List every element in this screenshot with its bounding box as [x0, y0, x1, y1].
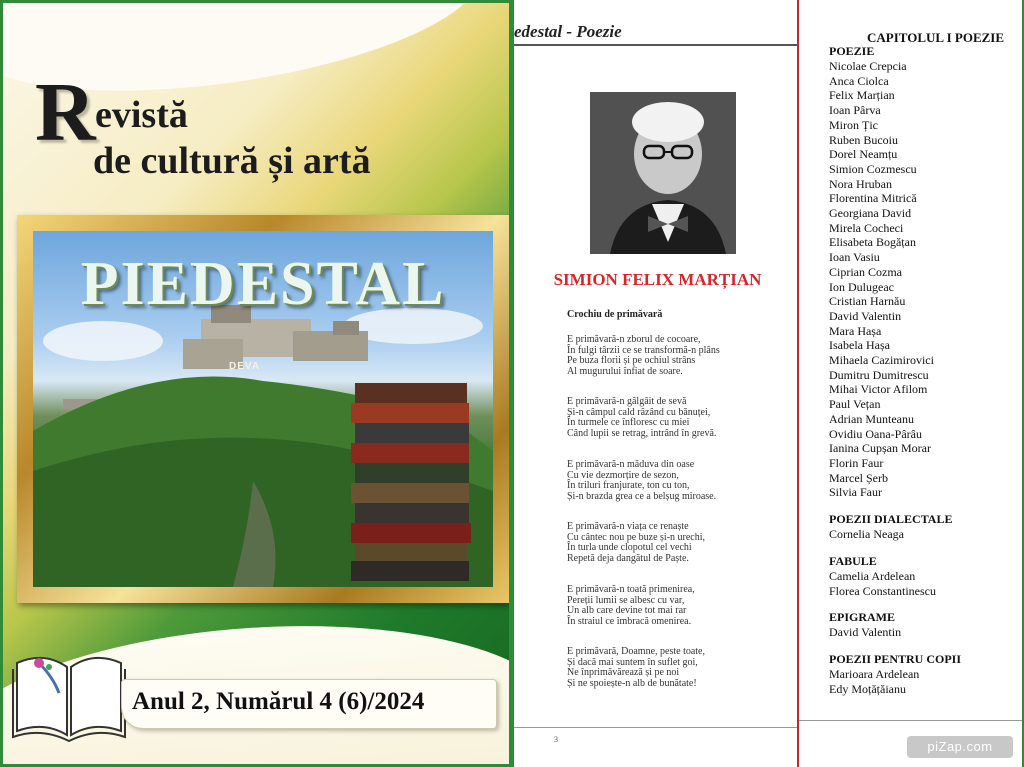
poem-line: Când lupii se retrag, intrând în grevă. — [567, 427, 717, 439]
watermark-badge: piZap.com — [907, 736, 1013, 758]
cover-picture — [33, 231, 493, 587]
chapter-heading: CAPITOLUL I POEZIE — [867, 30, 1005, 45]
toc-item: Simion Cozmescu — [829, 161, 917, 176]
poem-line: E primăvară, Doamne, peste toate, — [567, 646, 705, 657]
toc-item: Ioan Vasiu — [829, 250, 880, 265]
poem-line: E primăvară-n zborul de cocoare, — [567, 334, 701, 345]
toc-section-heading: EPIGRAME — [829, 610, 895, 625]
toc-item: Florea Constantinescu — [829, 583, 936, 598]
running-head: edestal - Poezie — [514, 22, 622, 41]
toc-section-heading: POEZII DIALECTALE — [829, 512, 953, 527]
toc-item: Mihai Victor Afilom — [829, 382, 928, 397]
toc-item: Silvia Faur — [829, 485, 882, 500]
poem-stanza — [567, 460, 716, 502]
toc-item: Georgiana David — [829, 206, 912, 221]
toc-section-heading: POEZII PENTRU COPII — [829, 651, 962, 666]
poem-page — [512, 0, 799, 767]
poem-line: În triluri franjurate, ton cu ton, — [567, 480, 690, 491]
toc-item: Ion Dulugeac — [829, 279, 894, 294]
page-number: 3 — [554, 735, 558, 744]
poem-line: Și dacă mai suntem în suflet goi, — [567, 656, 698, 668]
poem-line: E primăvară-n gâlgâit de sevă — [567, 396, 687, 407]
cover-picture-frame — [17, 215, 509, 603]
poem-line: În fulgi târzii ce se transformă-n plâns — [567, 344, 720, 356]
poem-line: În straiul ce îmbracă omenirea. — [567, 615, 692, 627]
toc-item: Miron Țic — [829, 117, 878, 132]
poem-line: Cu cântec nou pe buze și-n urechi, — [567, 531, 706, 543]
toc-item: Mirela Cocheci — [829, 220, 904, 235]
cover-title-line2: de cultură și artă — [93, 140, 371, 182]
toc-item: Marcel Șerb — [829, 470, 888, 485]
toc-item: Felix Marțian — [829, 88, 895, 103]
poem-line: În turla unde clopotul cel vechi — [567, 542, 692, 553]
poem-stanza — [567, 397, 716, 439]
deva-sign: DEVA — [229, 361, 261, 372]
author-portrait — [590, 92, 736, 254]
issue-banner — [121, 679, 497, 729]
table-of-contents — [829, 44, 961, 696]
poem-line: Un alb care devine tot mai rar — [567, 605, 687, 616]
toc-item: Paul Vețan — [829, 397, 881, 412]
poem-line: Pe buza florii și pe ochiul strâns — [567, 355, 696, 366]
toc-item: Mihaela Cazimirovici — [829, 353, 934, 368]
poem-stanza — [567, 647, 705, 689]
toc-item: Marioara Ardelean — [829, 666, 920, 681]
poem-line: Cu vie dezmorțire de sezon, — [567, 469, 679, 481]
poem-line: Ne înprimăvărează și pe noi — [567, 667, 680, 678]
toc-item: Anca Ciolca — [829, 73, 889, 88]
toc-section-heading: POEZIE — [829, 44, 875, 58]
poem-title: Crochiu de primăvară — [567, 309, 663, 320]
footer-divider — [514, 727, 797, 728]
cover-masthead: PIEDESTAL — [80, 250, 446, 318]
toc-item: Ovidiu Oana-Pârâu — [829, 426, 922, 441]
toc-item: Edy Moțățăianu — [829, 681, 906, 696]
poem-stanza — [567, 522, 705, 564]
toc-item: Nicolae Crepcia — [829, 59, 907, 73]
poem-line: Și-n câmpul cald râzând cu bănuței, — [567, 406, 711, 418]
toc-item: Ciprian Cozma — [829, 264, 902, 279]
poem-line: E primăvară-n viața ce renaște — [567, 521, 689, 532]
header-divider — [514, 44, 797, 46]
toc-item: Camelia Ardelean — [829, 568, 916, 583]
toc-item: Dorel Neamțu — [829, 147, 898, 162]
poem-line: Pereții lumii se albesc cu var, — [567, 594, 685, 606]
toc-section-heading: FABULE — [829, 553, 877, 568]
poem-line: Repetă deja dangătul de Paște. — [567, 552, 689, 564]
toc-item: Florin Faur — [829, 455, 884, 470]
poem-line: E primăvară-n toată primenirea, — [567, 584, 695, 595]
book-stack — [351, 383, 471, 581]
poem-stanza — [567, 335, 720, 377]
poem-line: Și ne spoiește-n alb de bunătate! — [567, 677, 697, 689]
poem-stanza — [567, 585, 695, 627]
author-name: SIMION FELIX MARȚIAN — [553, 270, 762, 289]
toc-item: Cornelia Neaga — [829, 527, 904, 542]
poem-line: Și-n brazda grea ce a belșug miroase. — [567, 490, 717, 502]
toc-item: Dumitru Dumitrescu — [829, 367, 929, 382]
toc-item: David Valentin — [829, 308, 902, 323]
poem-line: Al mugurului înfiat de soare. — [567, 365, 683, 377]
toc-item: Ianina Cupșan Morar — [829, 441, 931, 456]
toc-item: Elisabeta Bogățan — [829, 235, 916, 250]
toc-item: Ruben Bucoiu — [829, 132, 898, 147]
author-portrait-image — [590, 92, 736, 254]
toc-item: Ioan Pârva — [829, 103, 881, 118]
contents-page — [799, 0, 1024, 767]
toc-item: Adrian Munteanu — [829, 411, 914, 426]
toc-item: Mara Hașa — [829, 323, 882, 338]
poem-line: E primăvară-n măduva din oase — [567, 459, 695, 470]
footer-divider — [799, 720, 1022, 721]
issue-label: Anul 2, Numărul 4 (6)/2024 — [132, 688, 425, 715]
toc-item: David Valentin — [829, 625, 902, 640]
cover-title-initial: R — [35, 66, 96, 159]
poem-line: În turmele ce înfloresc cu miei — [567, 417, 690, 428]
cover-title-line1: evistă — [95, 94, 188, 136]
open-book-icon — [9, 643, 129, 743]
toc-item: Florentina Mitrică — [829, 191, 917, 206]
toc-item: Cristian Harnău — [829, 294, 906, 309]
toc-item: Isabela Hașa — [829, 338, 890, 353]
toc-item: Nora Hruban — [829, 176, 892, 191]
